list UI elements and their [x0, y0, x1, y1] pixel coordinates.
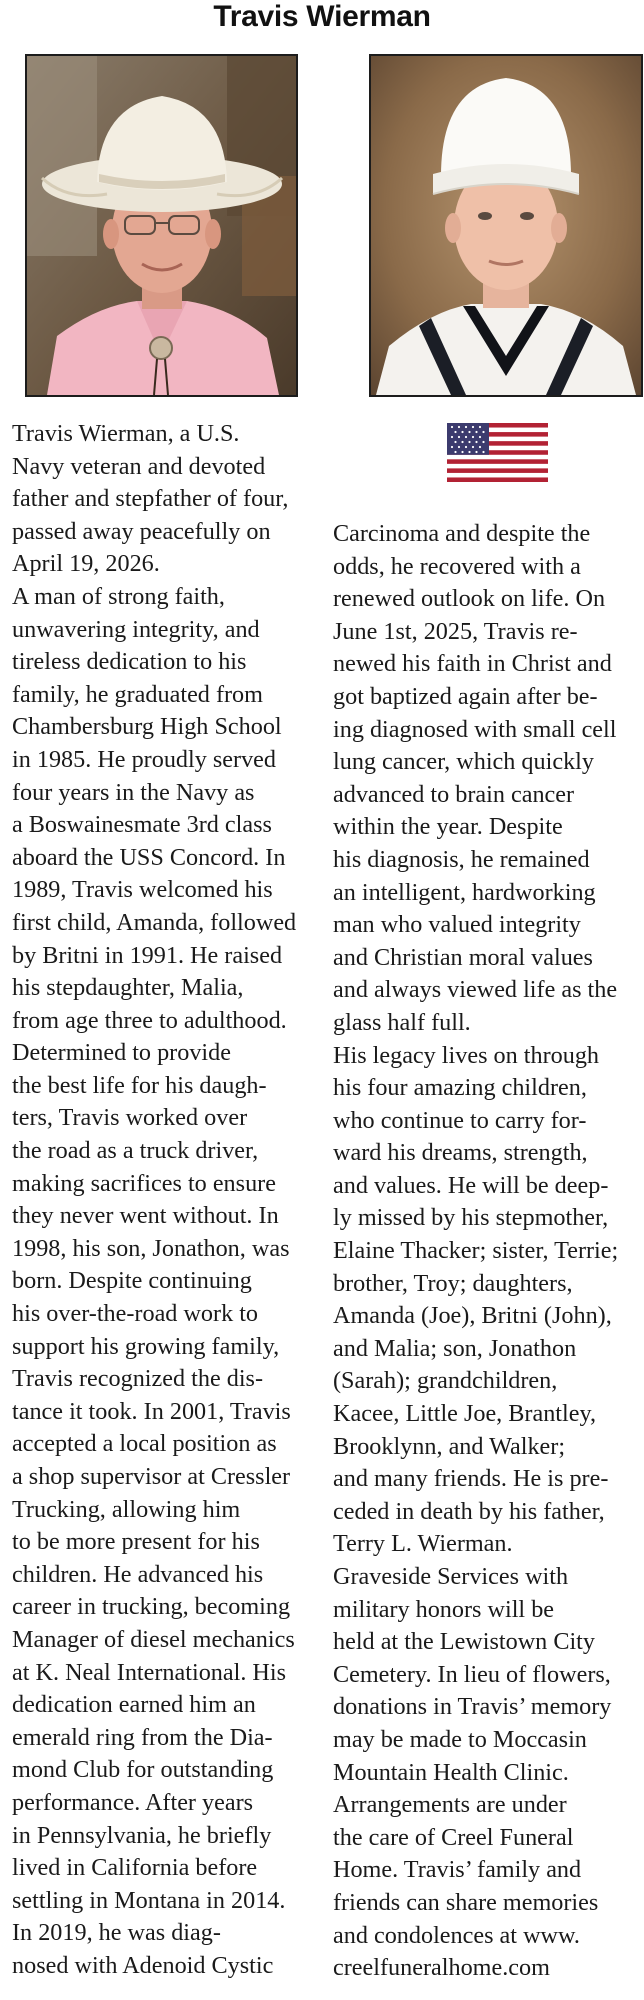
text-line: tance it took. In 2001, Travis: [12, 1397, 291, 1425]
text-line: making sacrifices to ensure: [12, 1169, 276, 1197]
text-line: unwavering integrity, and: [12, 615, 260, 643]
text-line: lung cancer, which quickly: [333, 748, 594, 776]
portrait-photo-navy: [369, 54, 643, 397]
text-line: in 1985. He proudly served: [12, 745, 276, 773]
text-line: (Sarah); grandchildren,: [333, 1367, 558, 1395]
text-line: at K. Neal International. His: [12, 1658, 287, 1686]
text-line: renewed outlook on life. On: [333, 585, 606, 613]
text-line: ly missed by his stepmother,: [333, 1204, 609, 1232]
text-line: 1989, Travis welcomed his: [12, 876, 273, 904]
text-line: April 19, 2026.: [12, 550, 160, 578]
text-line: mond Club for outstanding: [12, 1756, 274, 1784]
text-line: they never went without. In: [12, 1202, 279, 1230]
text-line: In 2019, he was diag-: [12, 1919, 221, 1947]
text-line: tireless dedication to his: [12, 648, 247, 676]
text-line: his diagnosis, he remained: [333, 845, 590, 873]
text-line: 1998, his son, Jonathon, was: [12, 1234, 290, 1262]
text-line: by Britni in 1991. He raised: [12, 941, 283, 969]
text-line: got baptized again after be-: [333, 682, 598, 710]
text-line: Elaine Thacker; sister, Terrie;: [333, 1237, 619, 1265]
text-line: Brooklynn, and Walker;: [333, 1432, 566, 1460]
text-line: Cemetery. In lieu of flowers,: [333, 1660, 611, 1688]
text-line: June 1st, 2025, Travis re-: [333, 617, 578, 645]
text-line: family, he graduated from: [12, 680, 263, 708]
text-line: held at the Lewistown City: [333, 1628, 595, 1656]
text-line: who continue to carry for-: [333, 1106, 587, 1134]
text-line: Navy veteran and devoted: [12, 452, 266, 480]
text-line: his stepdaughter, Malia,: [12, 974, 244, 1002]
text-line: and Malia; son, Jonathon: [333, 1334, 577, 1362]
text-line: four years in the Navy as: [12, 778, 255, 806]
text-line: to be more present for his: [12, 1528, 260, 1556]
text-line: ing diagnosed with small cell: [333, 715, 617, 743]
text-line: brother, Troy; daughters,: [333, 1269, 573, 1297]
obituary-title: Travis Wierman: [213, 0, 431, 33]
text-line: support his growing family,: [12, 1332, 280, 1360]
text-line: Carcinoma and despite the: [333, 520, 591, 547]
text-line: glass half full.: [333, 1008, 471, 1036]
obituary-text-column-right: [333, 518, 644, 1985]
text-line: his four amazing children,: [333, 1074, 587, 1102]
text-line: and always viewed life as the: [333, 976, 618, 1004]
text-line: and values. He will be deep-: [333, 1171, 609, 1199]
text-line: Graveside Services with: [333, 1563, 569, 1590]
text-line: creelfuneralhome.com: [333, 1954, 550, 1982]
text-line: a shop supervisor at Cressler: [12, 1463, 291, 1490]
text-line: and many friends. He is pre-: [333, 1465, 609, 1493]
obituary-text-column-left: [0, 418, 322, 1983]
text-line: Kacee, Little Joe, Brantley,: [333, 1400, 597, 1428]
text-line: career in trucking, becoming: [12, 1593, 291, 1621]
text-line: the care of Creel Funeral: [333, 1823, 574, 1851]
text-line: in Pennsylvania, he briefly: [12, 1821, 272, 1849]
text-line: and condolences at www.: [333, 1921, 580, 1949]
portrait-photo-cowboy: [25, 54, 298, 397]
text-line: Trucking, allowing him: [12, 1495, 241, 1523]
text-line: aboard the USS Concord. In: [12, 843, 286, 871]
text-line: and Christian moral values: [333, 943, 593, 971]
text-line: performance. After years: [12, 1788, 254, 1816]
text-line: within the year. Despite: [333, 813, 563, 841]
text-line: first child, Amanda, followed: [12, 908, 297, 936]
text-line: children. He advanced his: [12, 1560, 264, 1588]
text-line: an intelligent, hardworking: [333, 878, 596, 906]
text-line: odds, he recovered with a: [333, 552, 581, 580]
text-line: settling in Montana in 2014.: [12, 1886, 286, 1914]
text-line: Travis Wierman, a U.S.: [12, 420, 240, 447]
text-line: Chambersburg High School: [12, 713, 282, 741]
text-line: may be made to Moccasin: [333, 1725, 587, 1753]
text-line: father and stepfather of four,: [12, 485, 289, 513]
text-line: Determined to provide: [12, 1039, 231, 1067]
text-line: a Boswainesmate 3rd class: [12, 811, 272, 839]
text-line: lived in California before: [12, 1854, 258, 1882]
us-flag-icon: [447, 423, 548, 482]
text-line: from age three to adulthood.: [12, 1006, 287, 1034]
text-line: ters, Travis worked over: [12, 1104, 248, 1132]
text-line: his over-the-road work to: [12, 1300, 259, 1328]
text-line: Amanda (Joe), Britni (John),: [333, 1302, 612, 1330]
text-line: newed his faith in Christ and: [333, 650, 612, 678]
text-line: Terry L. Wierman.: [333, 1530, 513, 1558]
text-line: man who valued integrity: [333, 911, 581, 939]
text-line: passed away peacefully on: [12, 517, 271, 545]
text-line: A man of strong faith,: [12, 582, 225, 610]
text-line: Mountain Health Clinic.: [333, 1758, 569, 1786]
text-line: nosed with Adenoid Cystic: [12, 1951, 274, 1979]
text-line: the best life for his daugh-: [12, 1071, 267, 1099]
text-line: donations in Travis’ memory: [333, 1693, 612, 1721]
text-line: friends can share memories: [333, 1888, 599, 1916]
text-line: advanced to brain cancer: [333, 780, 575, 808]
text-line: Manager of diesel mechanics: [12, 1625, 295, 1653]
text-line: accepted a local position as: [12, 1430, 277, 1458]
text-line: His legacy lives on through: [333, 1041, 600, 1069]
text-line: ceded in death by his father,: [333, 1497, 605, 1525]
text-line: dedication earned him an: [12, 1691, 256, 1719]
text-line: born. Despite continuing: [12, 1267, 252, 1295]
text-line: Home. Travis’ family and: [333, 1856, 582, 1884]
text-line: Travis recognized the dis-: [12, 1365, 264, 1393]
text-line: ward his dreams, strength,: [333, 1139, 588, 1167]
text-line: the road as a truck driver,: [12, 1137, 259, 1165]
text-line: military honors will be: [333, 1595, 555, 1623]
text-line: Arrangements are under: [333, 1791, 567, 1819]
text-line: emerald ring from the Dia-: [12, 1723, 273, 1751]
